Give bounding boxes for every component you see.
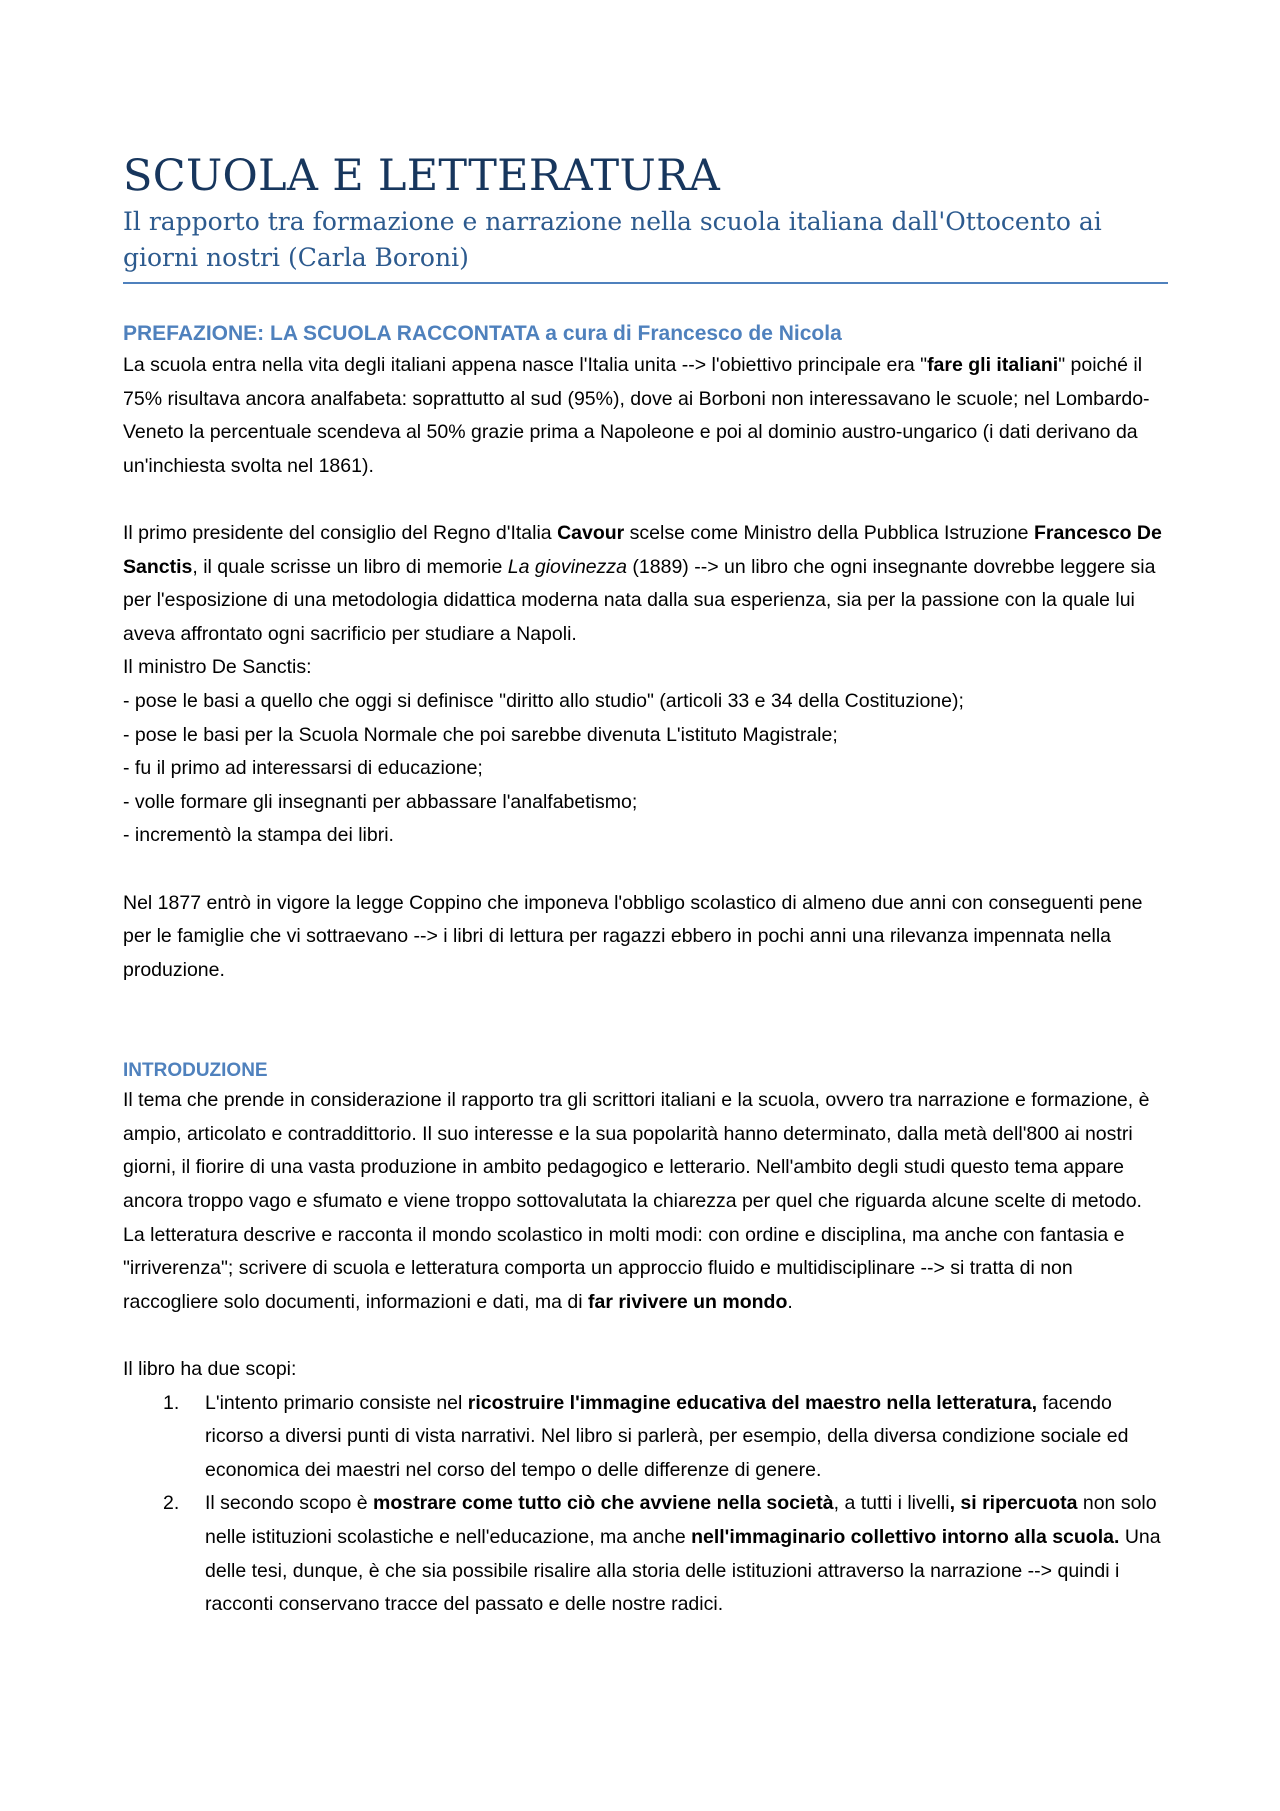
bold-phrase: , si ripercuota [949,1492,1078,1515]
bold-phrase: fare gli italiani [927,354,1059,376]
prefazione-paragraph-1: La scuola entra nella vita degli italiani appena nasce l'Italia unita --> l'obiettivo principale era "fare gli italiani" poiché il 75% risultava ancora analfabeta: soprattutto al sud (95%), dove ai Borboni non interessavano le scuole; nel Lombardo- Veneto la percentuale scendeva al 50% grazie prima a Napoleone e poi al dominio austro-ungarico (i dati derivano da un'inchiesta svolta nel 1861). [123,354,1150,477]
paragraph-gap [123,1319,1168,1353]
bold-phrase: ricostruire l'immagine educativa del maestro nella letteratura, [467,1391,1038,1414]
bold-phrase: far rivivere un mondo [587,1290,788,1313]
minister-point: - pose le basi a quello che oggi si definisce "diritto allo studio" (articoli 33 e 34 della Costituzione); [123,689,964,712]
minister-point: - incrementò la stampa dei libri. [123,824,394,847]
prefazione-paragraph-3: Nel 1877 entrò in vigore la legge Coppino che imponeva l'obbligo scolastico di almeno due anni con conseguenti pene per le famiglie che vi sottraevano --> i libri di lettura per ragazzi ebbero in pochi anni una rilevanza impennata nella produzione. [123,891,1143,981]
title-divider [123,282,1168,284]
list-number: 2. [163,1492,180,1515]
bold-phrase: Cavour [557,521,625,544]
book-title: La giovinezza [507,555,627,578]
aims-list [123,1387,1168,1622]
prefazione-paragraph-2: Il primo presidente del consiglio del Regno d'Italia Cavour scelse come Ministro della Pubblica Istruzione Francesco De Sanctis, il quale scrisse un libro di memorie La giovinezza (1889) --> un libro che ogni insegnante dovrebbe leggere sia per l'esposizione di una metodologia didattica moderna nata dalla sua esperienza, sia per la passione con la quale lui aveva affrontato ogni sacrificio per studiare a Napoli. [123,521,1162,645]
list-number: 1. [163,1391,180,1414]
paragraph-gap [123,853,1168,887]
minister-point: - pose le basi per la Scuola Normale che poi sarebbe divenuta L'istituto Magistrale; [123,723,838,746]
bold-phrase: Francesco De Sanctis [123,521,1162,578]
introduzione-paragraph-2: La letteratura descrive e racconta il mondo scolastico in molti modi: con ordine e disciplina, ma anche con fantasia e "irriverenza"; scrivere di scuola e letteratura comporta un approccio fluido e multidisciplinare --> si tratta di non raccogliere solo documenti, informazioni e dati, ma di far rivivere un mondo. [123,1223,1125,1313]
section-gap [123,987,1168,1057]
document-subtitle: Il rapporto tra formazione e narrazione nella scuola italiana dall'Ottocento ai giorni nostri (Carla Boroni) [123,207,1102,272]
paragraph-gap [123,483,1168,517]
document-title: SCUOLA E LETTERATURA [123,151,721,201]
section-heading-prefazione: PREFAZIONE: LA SCUOLA RACCONTATA a cura di Francesco de Nicola [123,322,842,345]
aims-list-item: 2. Il secondo scopo è mostrare come tutto ciò che avviene nella società, a tutti i livelli, si ripercuota non solo nelle istituzioni scolastiche e nell'educazione, ma anche nell'immaginario collettivo intorno alla scuola. Una delle tesi, dunque, è che sia possibile risalire alla storia delle istituzioni attraverso la narrazione --> quindi i racconti conservano tracce del passato e delle nostre radici. [123,1487,1168,1621]
minister-intro: Il ministro De Sanctis: [123,656,312,679]
aims-intro: Il libro ha due scopi: [123,1358,297,1381]
bold-phrase: nell'immaginario collettivo intorno alla scuola. [691,1526,1120,1548]
introduzione-paragraph-1: Il tema che prende in considerazione il rapporto tra gli scrittori italiani e la scuola, ovvero tra narrazione e formazione, è ampio, articolato e contraddittorio. Il suo interesse e la sua popolarità hanno determinato, dalla metà dell'800 ai nostri giorni, il fiorire di una vasta produzione in ambito pedagogico e letterario. Nell'ambito degli studi questo tema appare ancora troppo vago e sfumato e viene troppo sottovalutata la chiarezza per quel che riguarda alcune scelte di metodo. [123,1089,1150,1213]
minister-point: - volle formare gli insegnanti per abbassare l'analfabetismo; [123,790,638,813]
minister-point: - fu il primo ad interessarsi di educazione; [123,757,483,780]
document-page [123,150,1168,1622]
bold-phrase: mostrare come tutto ciò che avviene nella società [373,1492,834,1515]
aims-list-item: 1. L'intento primario consiste nel ricostruire l'immagine educativa del maestro nella letteratura, facendo ricorso a diversi punti di vista narrativi. Nel libro si parlerà, per esempio, della diversa condizione sociale ed economica dei maestri nel corso del tempo o delle differenze di genere. [123,1387,1168,1488]
section-heading-introduzione: INTRODUZIONE [123,1060,268,1082]
